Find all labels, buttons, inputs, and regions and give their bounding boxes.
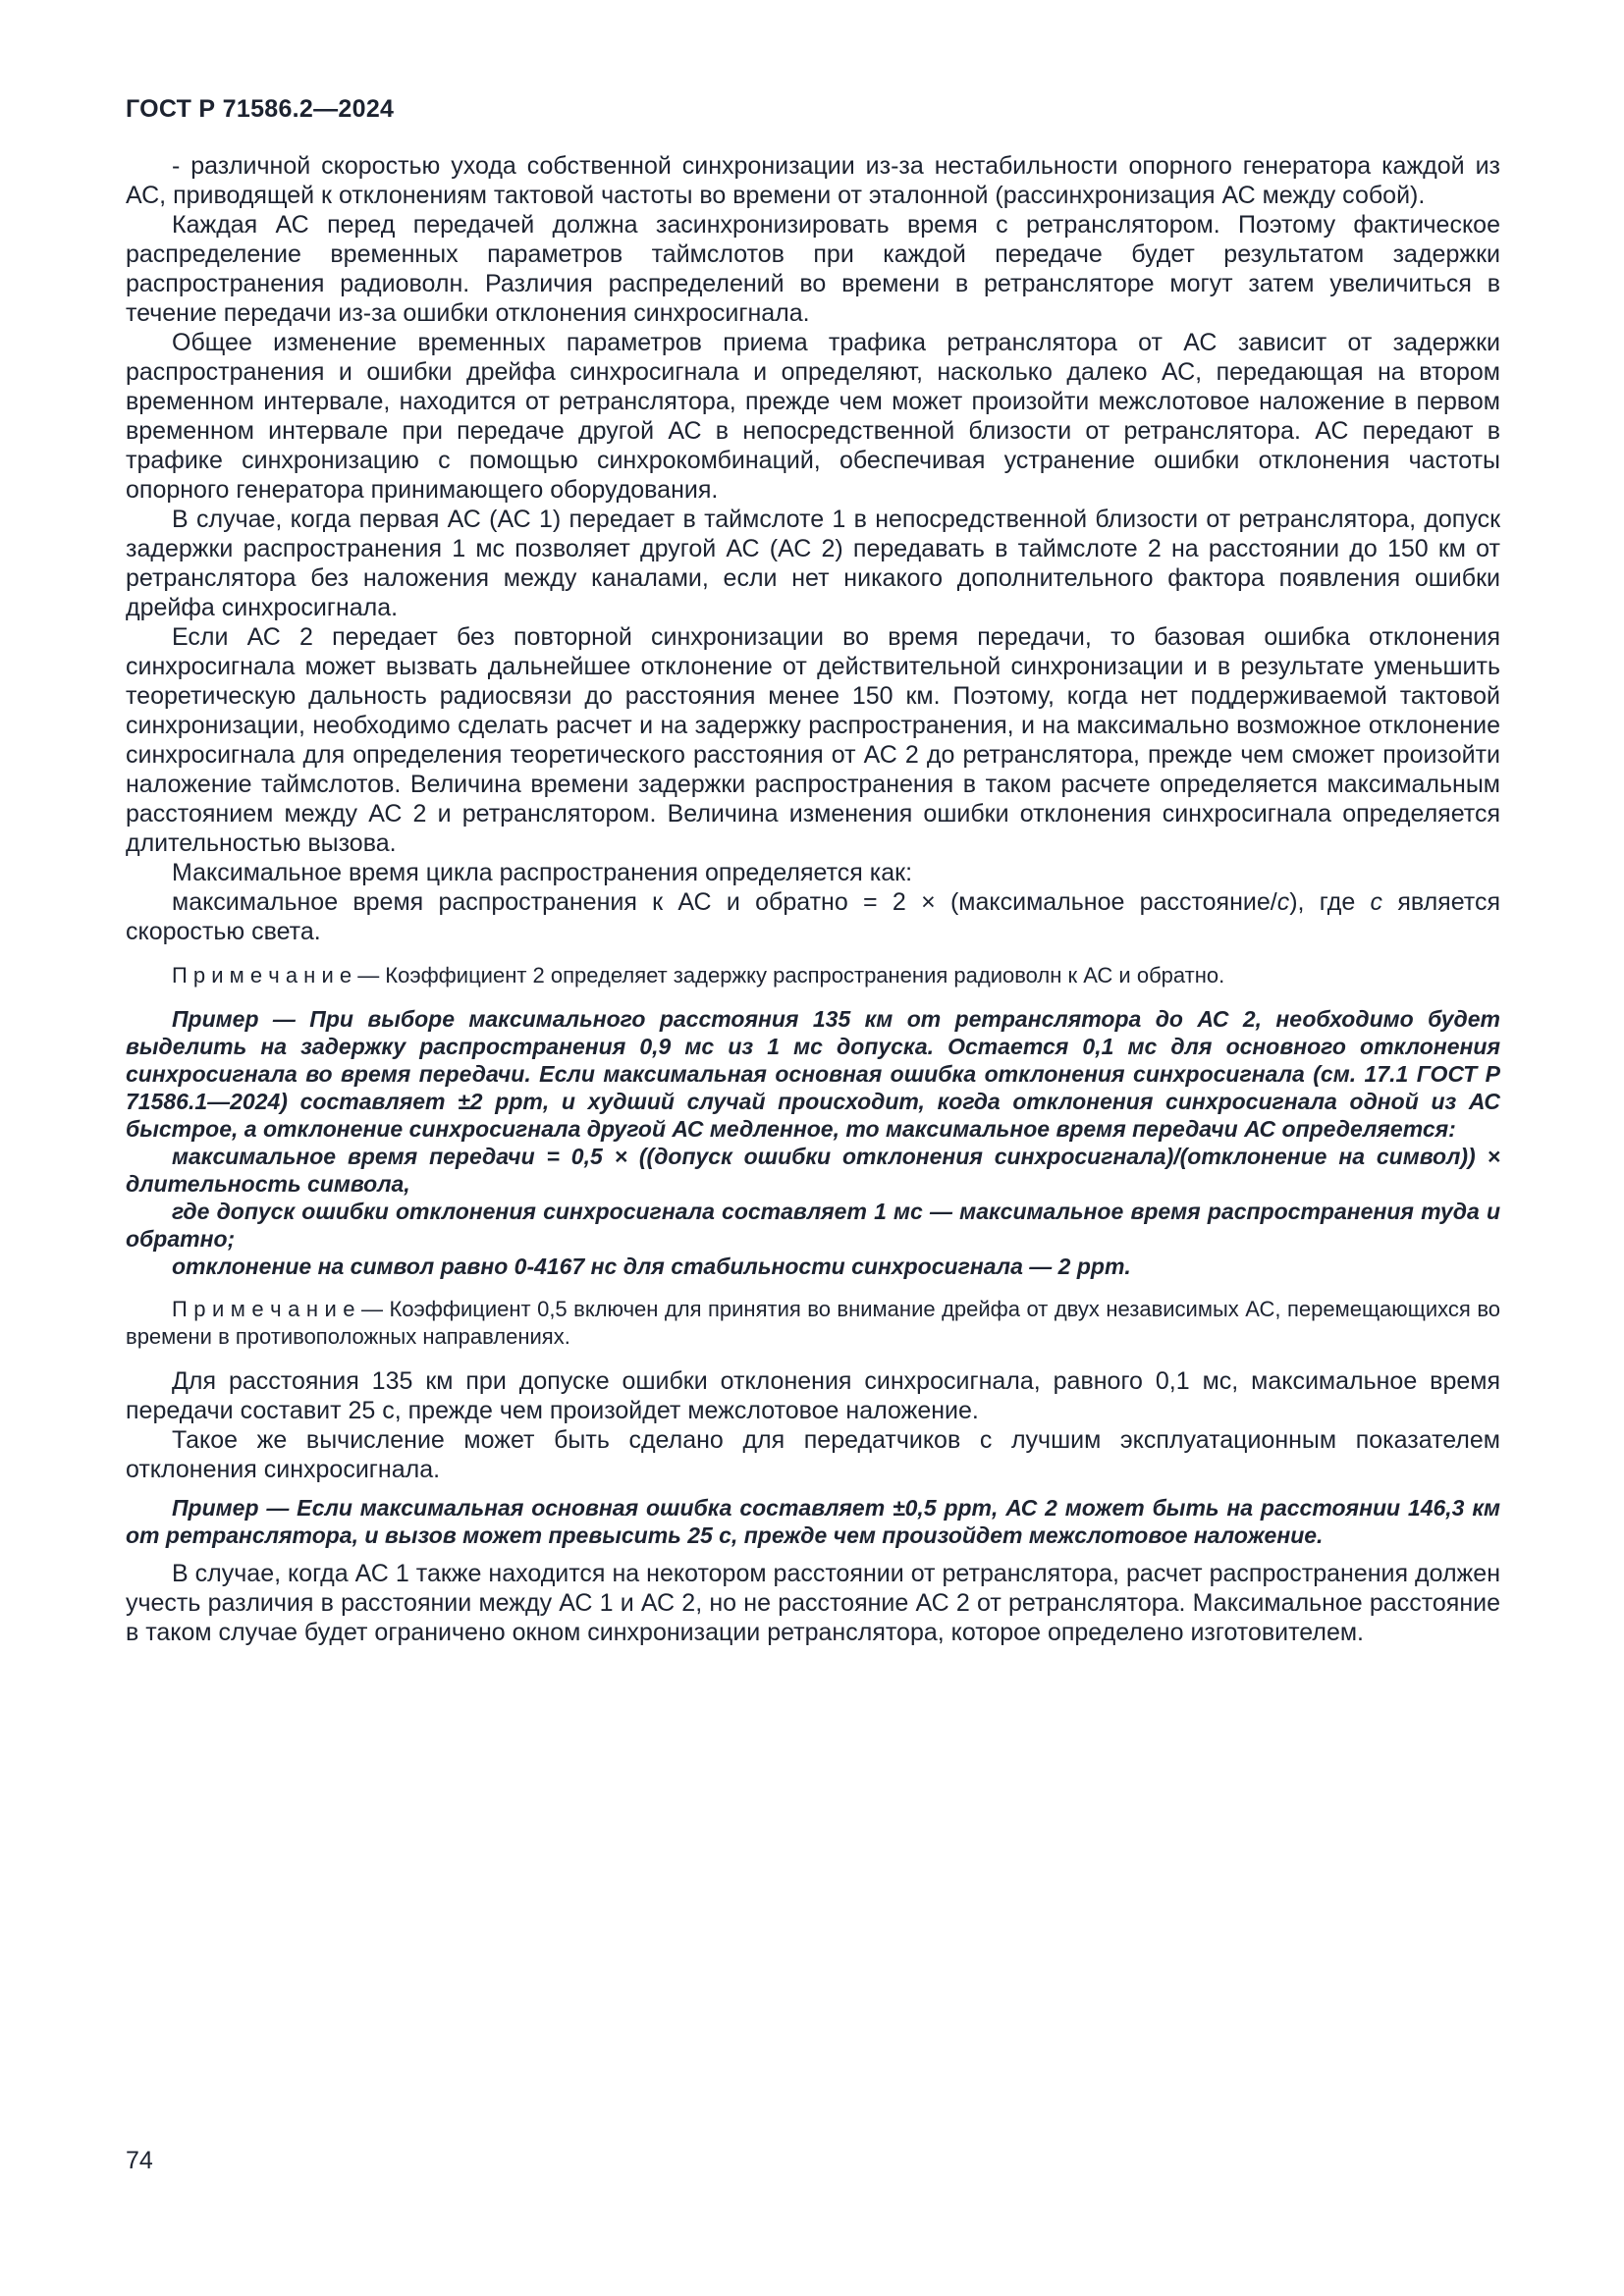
note: П р и м е ч а н и е — Коэффициент 0,5 включен для принятия во внимание дрейфа от двух независимых АС, перемещающихся во времени в противоположных направлениях.: [126, 1297, 1500, 1349]
paragraph: Если АС 2 передает без повторной синхронизации во время передачи, то базовая ошибка отклонения синхросигнала может вызвать дальнейшее отклонение от действительной синхронизации и в результате уменьшить теоретическую дальность радиосвязи до расстояния менее 150 км. Поэтому, когда нет поддерживаемой тактовой синхронизации, необходимо сделать расчет и на задержку распространения, и на максимально возможное отклонение синхросигнала для определения теоретического расстояния от АС 2 до ретранслятора, прежде чем сможет произойти наложение таймслотов. Величина времени задержки распространения в таком расчете определяется максимальным расстоянием между АС 2 и ретранслятором. Величина изменения ошибки отклонения синхросигнала определяется длительностью вызова.: [126, 623, 1500, 857]
paragraph: Каждая АС перед передачей должна засинхронизировать время с ретранслятором. Поэтому фактическое распределение временных параметров таймслотов при каждой передаче будет результатом задержки распространения радиоволн. Различия распределений во времени в ретрансляторе могут затем увеличиться в течение передачи из-за ошибки отклонения синхросигнала.: [126, 211, 1500, 327]
example-block: [126, 1494, 1500, 1549]
note: П р и м е ч а н и е — Коэффициент 2 определяет задержку распространения радиоволн к АС и обратно.: [172, 963, 1225, 988]
variable-c: с: [1276, 888, 1290, 916]
formula-paragraph: [126, 887, 1500, 946]
paragraph: Общее изменение временных параметров приема трафика ретранслятора от АС зависит от задержки распространения и ошибки дрейфа синхросигнала и определяют, насколько далеко АС, передающая на втором временном интервале, находится от ретранслятора, прежде чем может произойти межслотовое наложение в первом временном интервале при передаче другой АС в непосредственной близости от ретранслятора. АС передают в трафике синхронизацию с помощью синхрокомбинаций, обеспечивая устранение ошибки отклонения частоты опорного генератора принимающего оборудования.: [126, 329, 1500, 504]
example-block: [126, 1005, 1500, 1280]
paragraph-list-item: - различной скоростью ухода собственной синхронизации из-за нестабильности опорного генератора каждой из АС, приводящей к отклонениям тактовой частоты во времени от эталонной (рассинхронизация АС между собой).: [126, 152, 1500, 209]
example-paragraph: Пример — При выборе максимального расстояния 135 км от ретранслятора до АС 2, необходимо будет выделить на задержку распространения 0,9 мс из 1 мс допуска. Остается 0,1 мс для основного отклонения синхросигнала во время передачи. Если максимальная основная ошибка отклонения синхросигнала (см. 17.1 ГОСТ Р 71586.1—2024) составляет ±2 ppm, и худший случай происходит, когда отклонения синхросигнала одной из АС быстрое, а отклонение синхросигнала другой АС медленное, то максимальное время передачи АС определяется:: [126, 1006, 1500, 1142]
page-number: 74: [126, 2147, 153, 2174]
paragraph: Такое же вычисление может быть сделано для передатчиков с лучшим эксплуатационным показателем отклонения синхросигнала.: [126, 1426, 1500, 1483]
paragraph: Максимальное время цикла распространения определяется как:: [172, 859, 913, 886]
paragraph: В случае, когда АС 1 также находится на некотором расстоянии от ретранслятора, расчет распространения должен учесть различия в расстоянии между АС 1 и АС 2, но не расстояние АС 2 от ретранслятора. Максимальное расстояние в таком случае будет ограничено окном синхронизации ретранслятора, которое определено изготовителем.: [126, 1560, 1500, 1646]
formula-text: максимальное время распространения к АС и обратно = 2 × (максимальное расстояние/: [172, 888, 1277, 916]
example-paragraph: где допуск ошибки отклонения синхросигнала составляет 1 мс — максимальное время распространения туда и обратно;: [126, 1199, 1500, 1252]
example-paragraph: отклонение на символ равно 0-4167 нс для стабильности синхросигнала — 2 ppm.: [172, 1254, 1131, 1279]
example-formula: максимальное время передачи = 0,5 × ((допуск ошибки отклонения синхросигнала)/(отклонение на символ)) × длительность символа,: [126, 1144, 1500, 1197]
document-content: [126, 151, 1500, 1647]
variable-c: с: [1370, 888, 1383, 916]
formula-text: является скоростью света.: [126, 888, 1500, 945]
paragraph: Для расстояния 135 км при допуске ошибки отклонения синхросигнала, равного 0,1 мс, максимальное время передачи составит 25 с, прежде чем произойдет межслотовое наложение.: [126, 1367, 1500, 1424]
formula-text: ), где: [1289, 888, 1371, 916]
paragraph: В случае, когда первая АС (АС 1) передает в таймслоте 1 в непосредственной близости от ретранслятора, допуск задержки распространения 1 мс позволяет другой АС (АС 2) передавать в таймслоте 2 на расстоянии до 150 км от ретранслятора без наложения между каналами, если нет никакого дополнительного фактора появления ошибки дрейфа синхросигнала.: [126, 506, 1500, 621]
document-header: ГОСТ Р 71586.2—2024: [126, 95, 395, 123]
example-paragraph: Пример — Если максимальная основная ошибка составляет ±0,5 ppm, АС 2 может быть на расстоянии 146,3 км от ретранслятора, и вызов может превысить 25 с, прежде чем произойдет межслотовое наложение.: [126, 1495, 1500, 1548]
